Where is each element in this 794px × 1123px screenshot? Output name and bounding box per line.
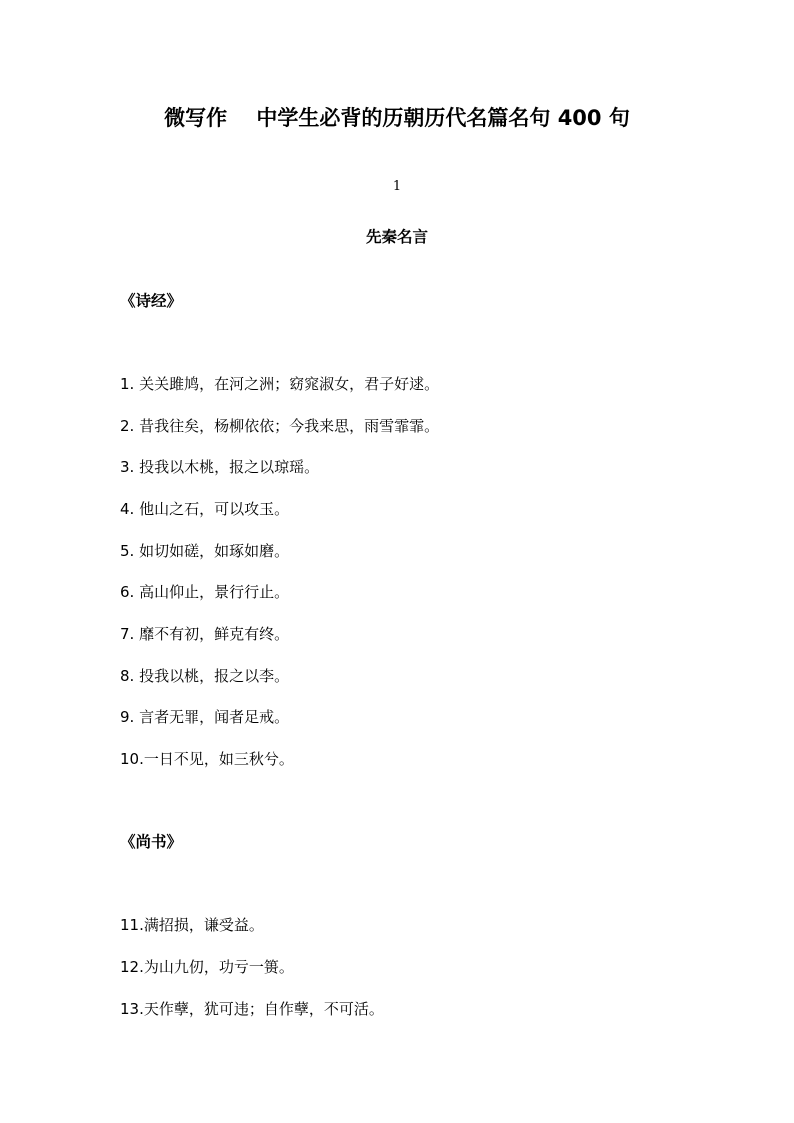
quote-number: 10. bbox=[120, 750, 144, 768]
quote-item bbox=[120, 497, 289, 521]
quote-text: 关关雎鸠，在河之洲；窈窕淑女，君子好逑。 bbox=[134, 375, 440, 393]
quote-text: 满招损，谦受益。 bbox=[143, 916, 264, 934]
quote-number: 5. bbox=[120, 542, 135, 560]
quote-text: 投我以木桃，报之以琼瑶。 bbox=[134, 458, 320, 476]
quote-number: 4. bbox=[120, 500, 135, 518]
quote-text: 靡不有初，鲜克有终。 bbox=[134, 625, 290, 643]
section-title: 先秦名言 bbox=[365, 228, 428, 246]
quote-text: 天作孽，犹可违；自作孽，不可活。 bbox=[143, 1000, 384, 1018]
quote-item bbox=[120, 414, 439, 438]
quote-item bbox=[120, 580, 289, 604]
quote-item bbox=[120, 747, 294, 771]
quote-number: 12. bbox=[120, 958, 144, 976]
quote-item bbox=[120, 455, 319, 479]
quote-text: 如切如磋，如琢如磨。 bbox=[134, 542, 290, 560]
quote-text: 昔我往矣，杨柳依依；今我来思，雨雪霏霏。 bbox=[134, 417, 440, 435]
quote-number: 1. bbox=[120, 375, 135, 393]
quote-item bbox=[120, 622, 289, 646]
quote-number: 11. bbox=[120, 916, 144, 934]
quote-text: 高山仰止，景行行止。 bbox=[134, 583, 290, 601]
document-title: 微写作 中学生必背的历朝历代名篇名句 400 句 bbox=[164, 106, 630, 130]
quote-item bbox=[120, 372, 439, 396]
quote-item bbox=[120, 913, 264, 937]
quote-text: 言者无罪，闻者足戒。 bbox=[134, 708, 290, 726]
quote-item bbox=[120, 664, 289, 688]
quote-text: 投我以桃，报之以李。 bbox=[134, 667, 290, 685]
book-title-shangshu: 《尚书》 bbox=[120, 833, 183, 851]
quote-text: 他山之石，可以攻玉。 bbox=[134, 500, 290, 518]
quote-item bbox=[120, 539, 289, 563]
quote-number: 9. bbox=[120, 708, 135, 726]
quote-item bbox=[120, 955, 294, 979]
quote-number: 3. bbox=[120, 458, 135, 476]
quote-number: 8. bbox=[120, 667, 135, 685]
page-number: 1 bbox=[392, 179, 402, 194]
quote-text: 为山九仞，功亏一篑。 bbox=[143, 958, 294, 976]
book-title-shijing: 《诗经》 bbox=[120, 292, 183, 310]
quote-item bbox=[120, 997, 384, 1021]
quote-text: 一日不见，如三秋兮。 bbox=[143, 750, 294, 768]
quote-number: 2. bbox=[120, 417, 135, 435]
quote-number: 7. bbox=[120, 625, 135, 643]
quote-number: 13. bbox=[120, 1000, 144, 1018]
quote-item bbox=[120, 705, 289, 729]
quote-number: 6. bbox=[120, 583, 135, 601]
